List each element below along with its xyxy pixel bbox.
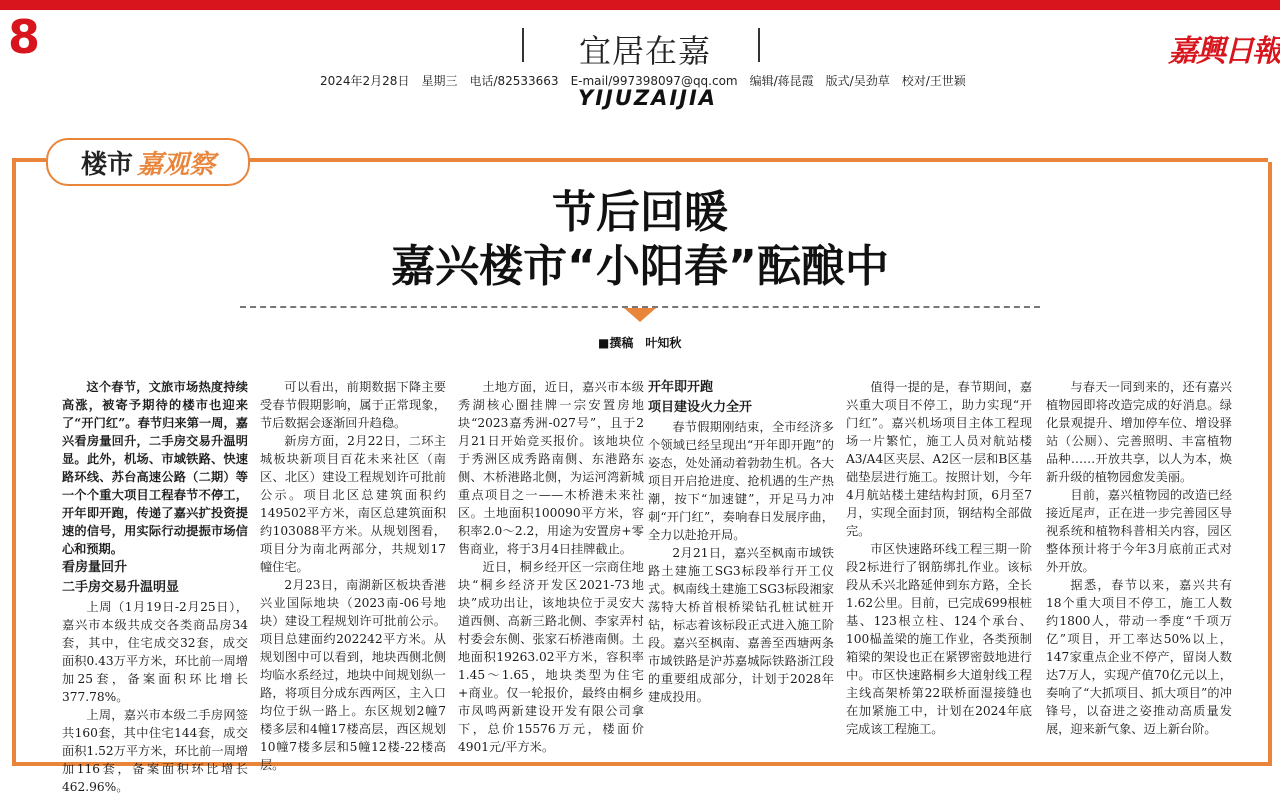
- subhead-1b: 二手房交易升温明显: [62, 580, 180, 595]
- paragraph: 土地方面，近日，嘉兴市本级秀湖核心圈挂牌一宗安置房地块“2023嘉秀洲-027号”，且于2月21日开始竞买报价。该地块位于秀洲区成秀路南侧、东港路东侧、木桥港路北侧，为运河湾新城重点项目之一——木桥港未来社区。土地面积100090平方米，容积率2.0～2.2，用途为安置房+零售商业，将于3月4日挂牌截止。: [458, 380, 644, 556]
- lead-paragraph: 这个春节，文旅市场热度持续高涨，被寄予期待的楼市也迎来了“开门红”。春节归来第一周，嘉兴看房量回升，二手房交易升温明显。此外，机场、市域铁路、快速路环线、苏台高速公路（二期）等一个个重大项目工程春节不停工，开年即开跑，传递了嘉兴扩投资提速的信号，用实际行动提振市场信心和预期。: [62, 380, 248, 556]
- column-tag-accent: 嘉观察: [137, 149, 216, 180]
- issue-info: 2024年2月28日 星期三 电话/82533663 E-mail/997398097@qq.com 编辑/蒋昆霞 版式/吴劲草 校对/王世颖: [320, 74, 966, 88]
- headline-pointer: [624, 308, 656, 322]
- paragraph: 春节假期刚结束，全市经济多个领域已经呈现出“开年即开跑”的姿态，处处涌动着勃勃生机。各大项目开启抢进度、抢机遇的生产热潮，按下“加速键”，开足马力冲刺“开门红”，奏响春日发展序曲，全力以赴抢开局。: [648, 420, 834, 542]
- article-column-3: [458, 378, 644, 756]
- top-red-bar: [0, 0, 1280, 10]
- subhead-2b: 项目建设火力全开: [648, 400, 753, 415]
- newspaper-logo: 嘉興日報: [1168, 34, 1280, 69]
- article-column-6: [1046, 378, 1232, 738]
- column-tag-main: 楼市: [80, 149, 133, 180]
- paragraph: 与春天一同到来的，还有嘉兴植物园即将改造完成的好消息。绿化景观提升、增加停车位、增设驿站（公厕）、完善照明、丰富植物品种……开放共享，以人为本，焕新升级的植物园愈发美丽。: [1046, 380, 1232, 484]
- article-column-1: [62, 378, 248, 796]
- headline-line2: 嘉兴楼市“小阳春”酝酿中: [391, 241, 889, 292]
- article-column-4: [648, 378, 834, 706]
- section-pinyin: YIJUZAIJIA: [578, 86, 718, 110]
- column-tag: [46, 138, 250, 186]
- paragraph: 上周（1月19日-2月25日），嘉兴市本级共成交各类商品房34套，其中，住宅成交32套，成交面积0.43万平方米，环比前一周增加25套，备案面积环比增长377.78%。: [62, 600, 248, 704]
- paragraph: 目前，嘉兴植物园的改造已经接近尾声，正在进一步完善园区导视系统和植物科普相关内容，园区整体预计将于今年3月底前正式对外开放。: [1046, 488, 1232, 574]
- paragraph: 市区快速路环线工程三期一阶段2标进行了钢筋绑扎作业。该标段从禾兴北路延伸到东方路，全长1.62公里。目前，已完成699根桩基、123根立柱、124个承台、100榀盖梁的施工作业，各类预制箱梁的架设也正在紧锣密鼓地进行中。市区快速路桐乡大道射线工程主线高架桥第22联桥面湿接缝也在加紧施工中，计划在2024年底完成该工程施工。: [846, 542, 1032, 736]
- paragraph: 新房方面，2月22日，二环主城板块新项目百花未来社区（南区、北区）建设工程规划许可批前公示。项目北区总建筑面积约149502平方米，南区总建筑面积约103088平方米。从规划图看，项目分为南北两部分，共规划17幢住宅。: [260, 434, 446, 574]
- subhead-2a: 开年即开跑: [648, 380, 714, 395]
- paragraph: 2月23日，南湖新区板块香港兴业国际地块（2023南-06号地块）建设工程规划许可批前公示。项目总建面约202242平方米。从规划图中可以看到，地块西侧北侧均临水系经过，地块中间规划纵一路，将项目分成东西两区，主入口均位于纵一路上。东区规划2幢7楼多层和4幢17楼高层，西区规划10幢7楼多层和5幢12楼-22楼高层。: [260, 578, 446, 772]
- subhead-1a: 看房量回升: [62, 560, 128, 575]
- page-number: 8: [8, 10, 41, 64]
- frame-top-right: [248, 158, 1268, 162]
- frame-top-left: [12, 158, 46, 162]
- headline: [240, 186, 1040, 294]
- section-title: 宜居在嘉: [578, 32, 711, 70]
- byline: ■撰稿 叶知秋: [598, 336, 682, 350]
- paragraph: 值得一提的是，春节期间，嘉兴重大项目不停工，助力实现“开门红”。嘉兴机场项目主体工程现场一片繁忙，施工人员对航站楼A3/A4区夹层、A2区一层和B区基础垫层进行施工。按照计划，今年4月航站楼土建结构封顶，6月至7月，实现全面封顶，钢结构全部做完。: [846, 380, 1032, 538]
- divider-left: [522, 28, 524, 62]
- article-column-2: [260, 378, 446, 774]
- paragraph: 近日，桐乡经开区一宗商住地块“桐乡经济开发区2021-73地块”成功出让，该地块位于灵安大道西侧、高新三路北侧、李家弄村村委会东侧、张家石桥港南侧。土地面积19263.02平方米，容积率1.45～1.65，地块类型为住宅+商业。仅一轮报价，最终由桐乡市凤鸣两新建设开发有限公司拿下，总价15576万元，楼面价4901元/平方米。: [458, 560, 644, 754]
- paragraph: 可以看出，前期数据下降主要受春节假期影响，属于正常现象，节后数据会逐渐回升趋稳。: [260, 380, 446, 430]
- headline-line1: 节后回暖: [552, 187, 728, 238]
- paragraph: 上周，嘉兴市本级二手房网签共160套，其中住宅144套，成交面积1.52万平方米，环比前一周增加116套，备案面积环比增长462.96%。: [62, 708, 248, 794]
- article-column-5: [846, 378, 1032, 738]
- paragraph: 据悉，春节以来，嘉兴共有18个重大项目不停工，施工人数约1800人，带动一季度“千项万亿”项目，开工率达50%以上，147家重点企业不停产，留岗人数达7万人，实现产值70亿元以上，奏响了“大抓项目、抓大项目”的冲锋号，以奋进之姿推动高质量发展，迎来新气象、迈上新台阶。: [1046, 578, 1232, 736]
- divider-right: [758, 28, 760, 62]
- paragraph: 2月21日，嘉兴至枫南市域铁路土建施工SG3标段举行开工仪式。枫南线土建施工SG3标段湘家荡特大桥首根桥梁钻孔桩试桩开钻，标志着该标段正式进入施工阶段。嘉兴至枫南、嘉善至西塘两条市域铁路是沪苏嘉城际铁路浙江段的重要组成部分，计划于2028年建成投用。: [648, 546, 834, 704]
